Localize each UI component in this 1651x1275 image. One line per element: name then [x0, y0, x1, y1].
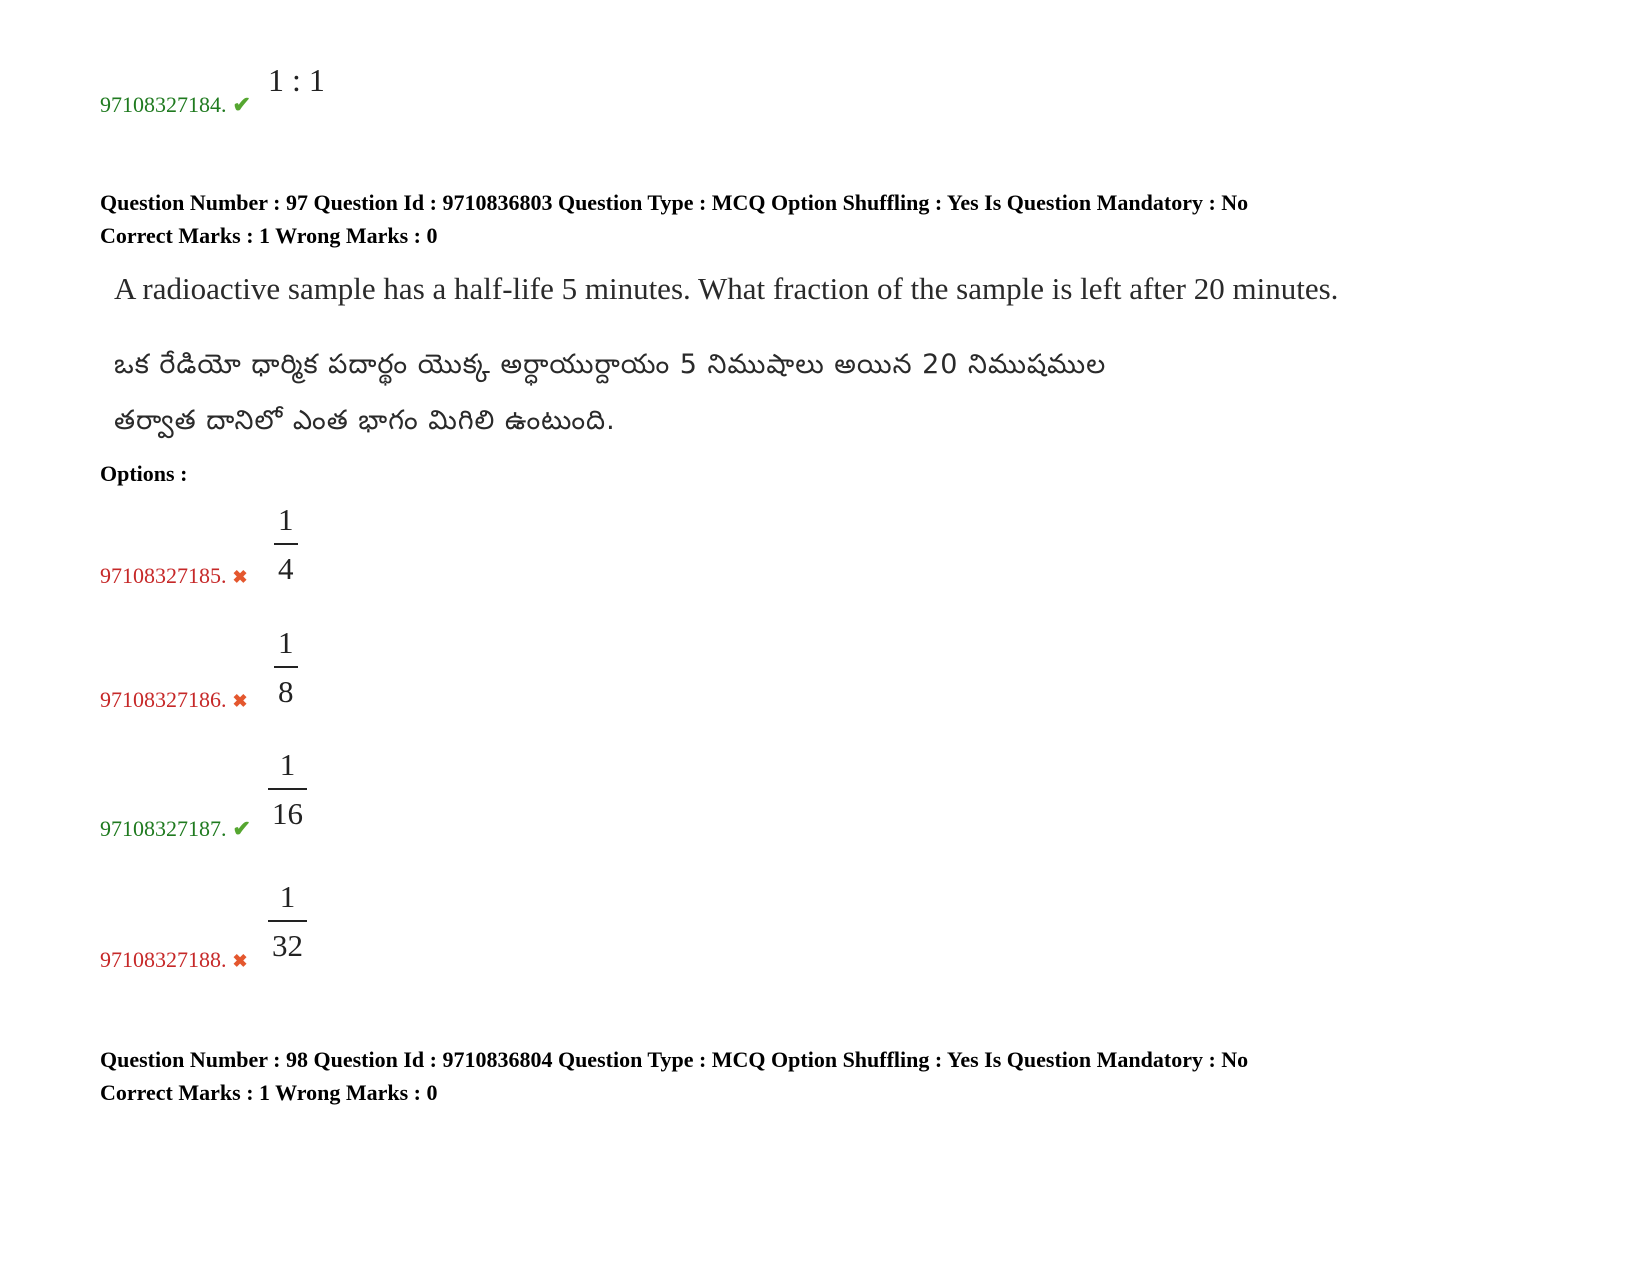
question-meta-line1: Question Number : 97 Question Id : 9710836803 Question Type : MCQ Option Shuffling : Yes Is Question Mandatory : No: [100, 190, 1249, 215]
question-98-meta: [100, 1043, 1248, 1109]
question-97-meta: [100, 186, 1248, 252]
option-id: 97108327186.: [100, 687, 227, 712]
fraction-numerator: 1: [278, 502, 294, 537]
option-id: 97108327185.: [100, 563, 227, 588]
question-meta-line2: Correct Marks : 1 Wrong Marks : 0: [100, 1080, 438, 1105]
check-icon: ✔: [232, 92, 251, 117]
option-id: 97108327188.: [100, 947, 227, 972]
check-icon: ✔: [232, 816, 251, 841]
option-item: [100, 816, 251, 842]
option-item: [100, 947, 248, 973]
option-id: 97108327187.: [100, 816, 227, 841]
option-id: 97108327184.: [100, 92, 227, 117]
options-label: Options :: [100, 461, 188, 486]
question-meta-line2: Correct Marks : 1 Wrong Marks : 0: [100, 223, 438, 248]
option-prev: [100, 92, 251, 118]
fraction-denominator: 4: [278, 551, 294, 586]
option-fraction: [268, 749, 307, 829]
fraction-denominator: 32: [272, 928, 303, 963]
question-meta-line1: Question Number : 98 Question Id : 9710836804 Question Type : MCQ Option Shuffling : Yes Is Question Mandatory : No: [100, 1047, 1249, 1072]
cross-icon: ✖: [232, 567, 248, 587]
fraction-denominator: 8: [278, 674, 294, 709]
option-fraction: [274, 504, 298, 584]
question-text-english: A radioactive sample has a half-life 5 minutes. What fraction of the sample is left after 20 minutes.: [114, 271, 1339, 306]
fraction-numerator: 1: [279, 747, 296, 782]
question-text-telugu-line1: ఒక రేడియో ధార్మిక పదార్థం యొక్క అర్ధాయుర్దాయం 5 నిముషాలు అయిన 20 నిముషముల: [114, 349, 1107, 380]
cross-icon: ✖: [232, 691, 248, 711]
fraction-numerator: 1: [278, 625, 294, 660]
fraction-denominator: 16: [272, 796, 303, 831]
fraction-numerator: 1: [279, 879, 296, 914]
cross-icon: ✖: [232, 951, 248, 971]
option-prev-value: 1 : 1: [268, 62, 325, 98]
option-fraction: [268, 881, 307, 961]
option-item: [100, 563, 248, 589]
option-fraction: [274, 627, 298, 707]
question-text-telugu-line2: తర్వాత దానిలో ఎంత భాగం మిగిలి ఉంటుంది.: [114, 405, 616, 436]
option-item: [100, 687, 248, 713]
